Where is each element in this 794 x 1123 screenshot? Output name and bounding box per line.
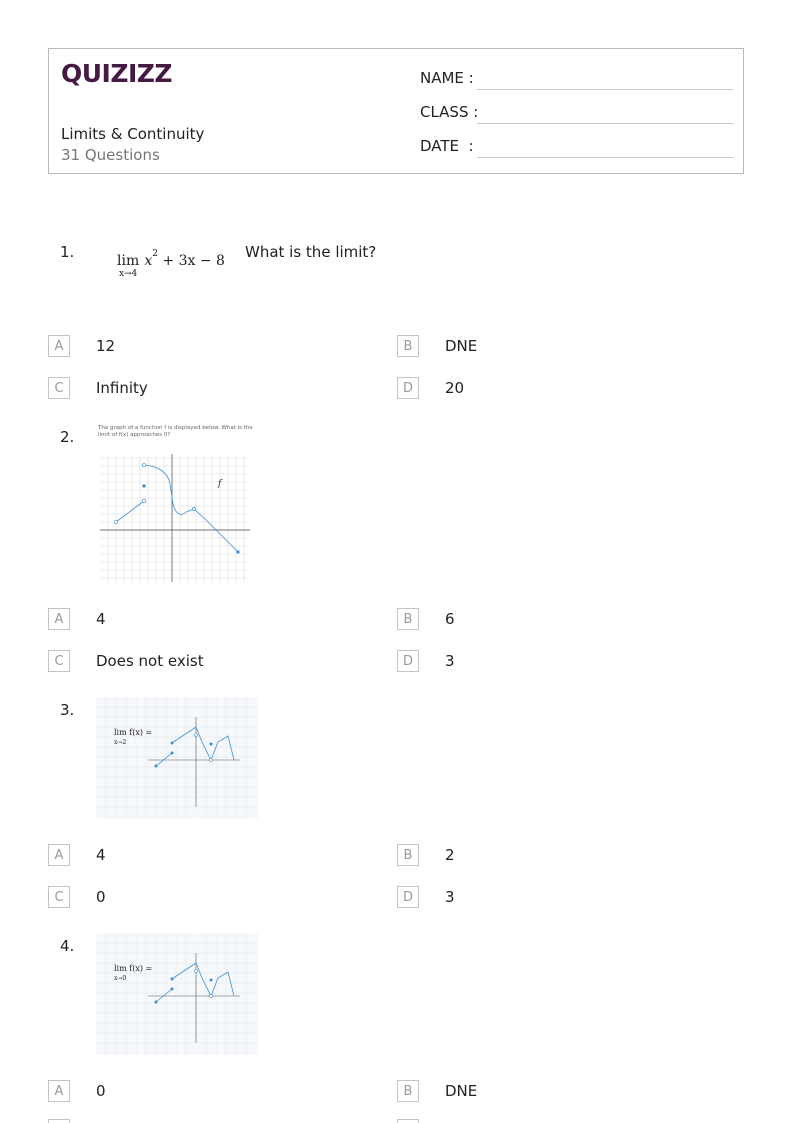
worksheet-header [48,48,744,174]
option-text[interactable]: 3 [445,652,455,670]
option-letter[interactable]: A [48,335,70,357]
option-letter[interactable]: D [397,650,419,672]
option-letter[interactable]: B [397,335,419,357]
option-letter[interactable]: D [397,886,419,908]
graph-function-label: f [218,479,222,489]
option-letter[interactable]: A [48,1080,70,1102]
graph-caption: The graph of a function f is displayed below. What is the limit of f(x) approaches 0? [98,425,253,438]
option-letter[interactable]: C [48,886,70,908]
question-text: What is the limit? [245,243,377,261]
formula-rest: + 3x − 8 [157,253,225,269]
option-text[interactable]: DNE [445,1082,478,1100]
option-letter[interactable]: B [397,844,419,866]
option-letter[interactable]: D [397,377,419,399]
worksheet-title: Limits & Continuity [61,125,205,143]
option-text[interactable]: 2 [445,846,455,864]
option-text[interactable]: 4 [96,610,106,628]
limit-graph-image [96,933,258,1055]
option-letter[interactable]: A [48,608,70,630]
option-text[interactable]: DNE [445,337,478,355]
function-graph-image [96,424,258,586]
lim-text: lim [117,253,140,269]
question-number: 2. [60,428,75,446]
date-line[interactable] [477,157,733,158]
name-label: NAME : [420,69,474,87]
date-label: DATE : [420,137,474,155]
formula-exponent: 2 [152,249,158,259]
question-number: 4. [60,937,75,955]
option-text[interactable]: 0 [96,1082,106,1100]
option-text[interactable]: Infinity [96,379,148,397]
question-count: 31 Questions [61,146,160,164]
option-letter[interactable]: B [397,1080,419,1102]
option-letter[interactable]: B [397,608,419,630]
option-letter[interactable]: C [48,377,70,399]
option-text[interactable]: 0 [96,888,106,906]
option-text[interactable]: 6 [445,610,455,628]
option-letter-partial [397,1119,419,1123]
limit-expression: lim f(x) = [114,728,153,737]
option-letter[interactable]: A [48,844,70,866]
limit-expression: lim f(x) = [114,964,153,973]
option-text[interactable]: 20 [445,379,465,397]
limit-subscript: x→0 [114,975,127,982]
limit-formula [117,249,225,279]
limit-graph-image [96,697,258,819]
option-text[interactable]: 3 [445,888,455,906]
option-letter-partial [48,1119,70,1123]
option-text[interactable]: 12 [96,337,116,355]
option-text[interactable]: Does not exist [96,652,204,670]
option-letter[interactable]: C [48,650,70,672]
formula-var: x [144,253,153,269]
option-text[interactable]: 4 [96,846,106,864]
class-label: CLASS : [420,103,479,121]
question-number: 3. [60,701,75,719]
class-line[interactable] [477,123,733,124]
limit-subscript: x→2 [114,739,127,746]
question-number: 1. [60,243,75,261]
lim-sub: x→4 [118,269,138,279]
name-line[interactable] [477,89,733,90]
quizizz-logo: QUIZIZZ [61,59,173,88]
